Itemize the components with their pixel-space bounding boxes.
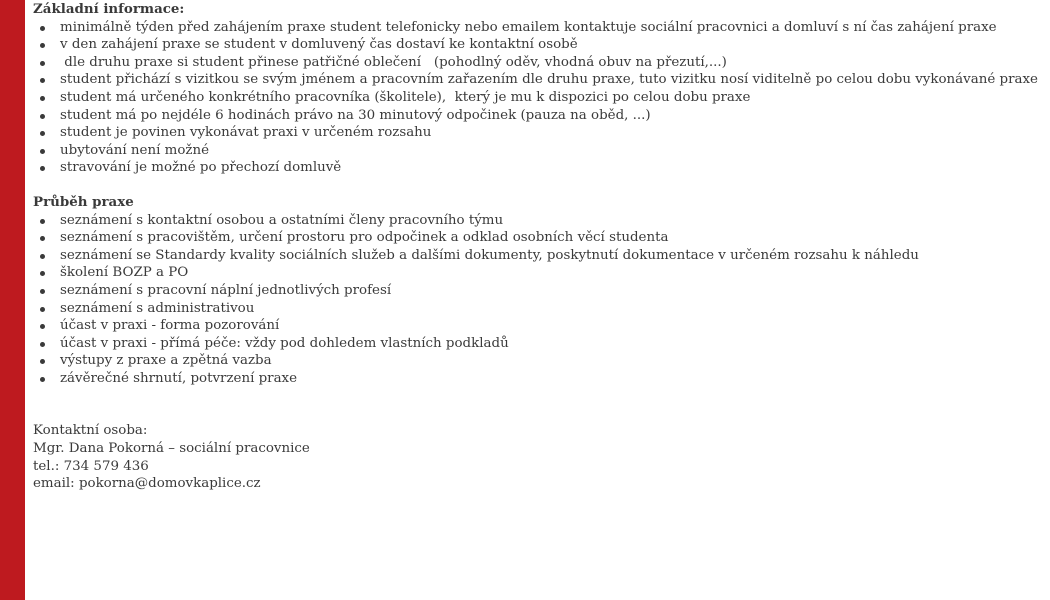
bullet-icon [40, 324, 45, 329]
contact-block [33, 422, 1043, 492]
contact-name: Mgr. Dana Pokorná – sociální pracovnice [33, 441, 310, 457]
list-item: dle druhu praxe si student přinese patřičné oblečení (pohodlný oděv, vhodná obuv na přezutí,...) [33, 54, 1043, 72]
bullet-icon [40, 236, 45, 241]
list-item: seznámení s kontaktní osobou a ostatními členy pracovního týmu [33, 212, 1043, 230]
bullet-icon [40, 166, 45, 171]
basic-info-list [33, 19, 1043, 177]
list-item: závěrečné shrnutí, potvrzení praxe [33, 370, 1043, 388]
bullet-icon [40, 43, 45, 48]
list-item: seznámení s pracovištěm, určení prostoru pro odpočinek a odklad osobních věcí studenta [33, 229, 1043, 247]
bullet-icon [40, 61, 45, 66]
progress-list [33, 212, 1043, 388]
bullet-icon [40, 131, 45, 136]
bullet-icon [40, 359, 45, 364]
list-item: seznámení s administrativou [33, 300, 1043, 318]
bullet-icon [40, 78, 45, 83]
heading-basic-info: Základní informace: [33, 1, 185, 17]
document-content [33, 0, 1043, 493]
bullet-icon [40, 149, 45, 154]
list-item: student je povinen vykonávat praxi v určeném rozsahu [33, 124, 1043, 142]
bullet-icon [40, 26, 45, 31]
bullet-icon [40, 114, 45, 119]
list-item: student má určeného konkrétního pracovníka (školitele), který je mu k dispozici po celou dobu praxe [33, 89, 1043, 107]
bullet-icon [40, 96, 45, 101]
list-item: výstupy z praxe a zpětná vazba [33, 352, 1043, 370]
list-item: seznámení se Standardy kvality sociálních služeb a dalšími dokumenty, poskytnutí dokumentace v určeném rozsahu k náhledu [33, 247, 1043, 265]
list-item: účast v praxi - přímá péče: vždy pod dohledem vlastních podkladů [33, 335, 1043, 353]
bullet-icon [40, 377, 45, 382]
heading-progress: Průběh praxe [33, 193, 134, 210]
left-accent-bar [0, 0, 25, 600]
bullet-icon [40, 307, 45, 312]
list-item: minimálně týden před zahájením praxe student telefonicky nebo emailem kontaktuje sociální pracovnici a domluví s ní čas zahájení praxe [33, 19, 1043, 37]
list-item: ubytování není možné [33, 142, 1043, 160]
list-item: školení BOZP a PO [33, 264, 1043, 282]
bullet-icon [40, 219, 45, 224]
contact-label: Kontaktní osoba: [33, 423, 148, 439]
list-item: účast v praxi - forma pozorování [33, 317, 1043, 335]
bullet-icon [40, 342, 45, 347]
list-item: student přichází s vizitkou se svým jménem a pracovním zařazením dle druhu praxe, tuto vizitku nosí viditelně po celou dobu vykonávané praxe [33, 71, 1043, 89]
bullet-icon [40, 289, 45, 294]
bullet-icon [40, 271, 45, 276]
list-item: seznámení s pracovní náplní jednotlivých profesí [33, 282, 1043, 300]
list-item: v den zahájení praxe se student v domluvený čas dostaví ke kontaktní osobě [33, 36, 1043, 54]
contact-phone: tel.: 734 579 436 [33, 458, 149, 474]
list-item: stravování je možné po přechozí domluvě [33, 159, 1043, 177]
contact-email: email: pokorna@domovkaplice.cz [33, 476, 261, 492]
list-item: student má po nejdéle 6 hodinách právo na 30 minutový odpočinek (pauza na oběd, ...) [33, 107, 1043, 125]
bullet-icon [40, 254, 45, 259]
